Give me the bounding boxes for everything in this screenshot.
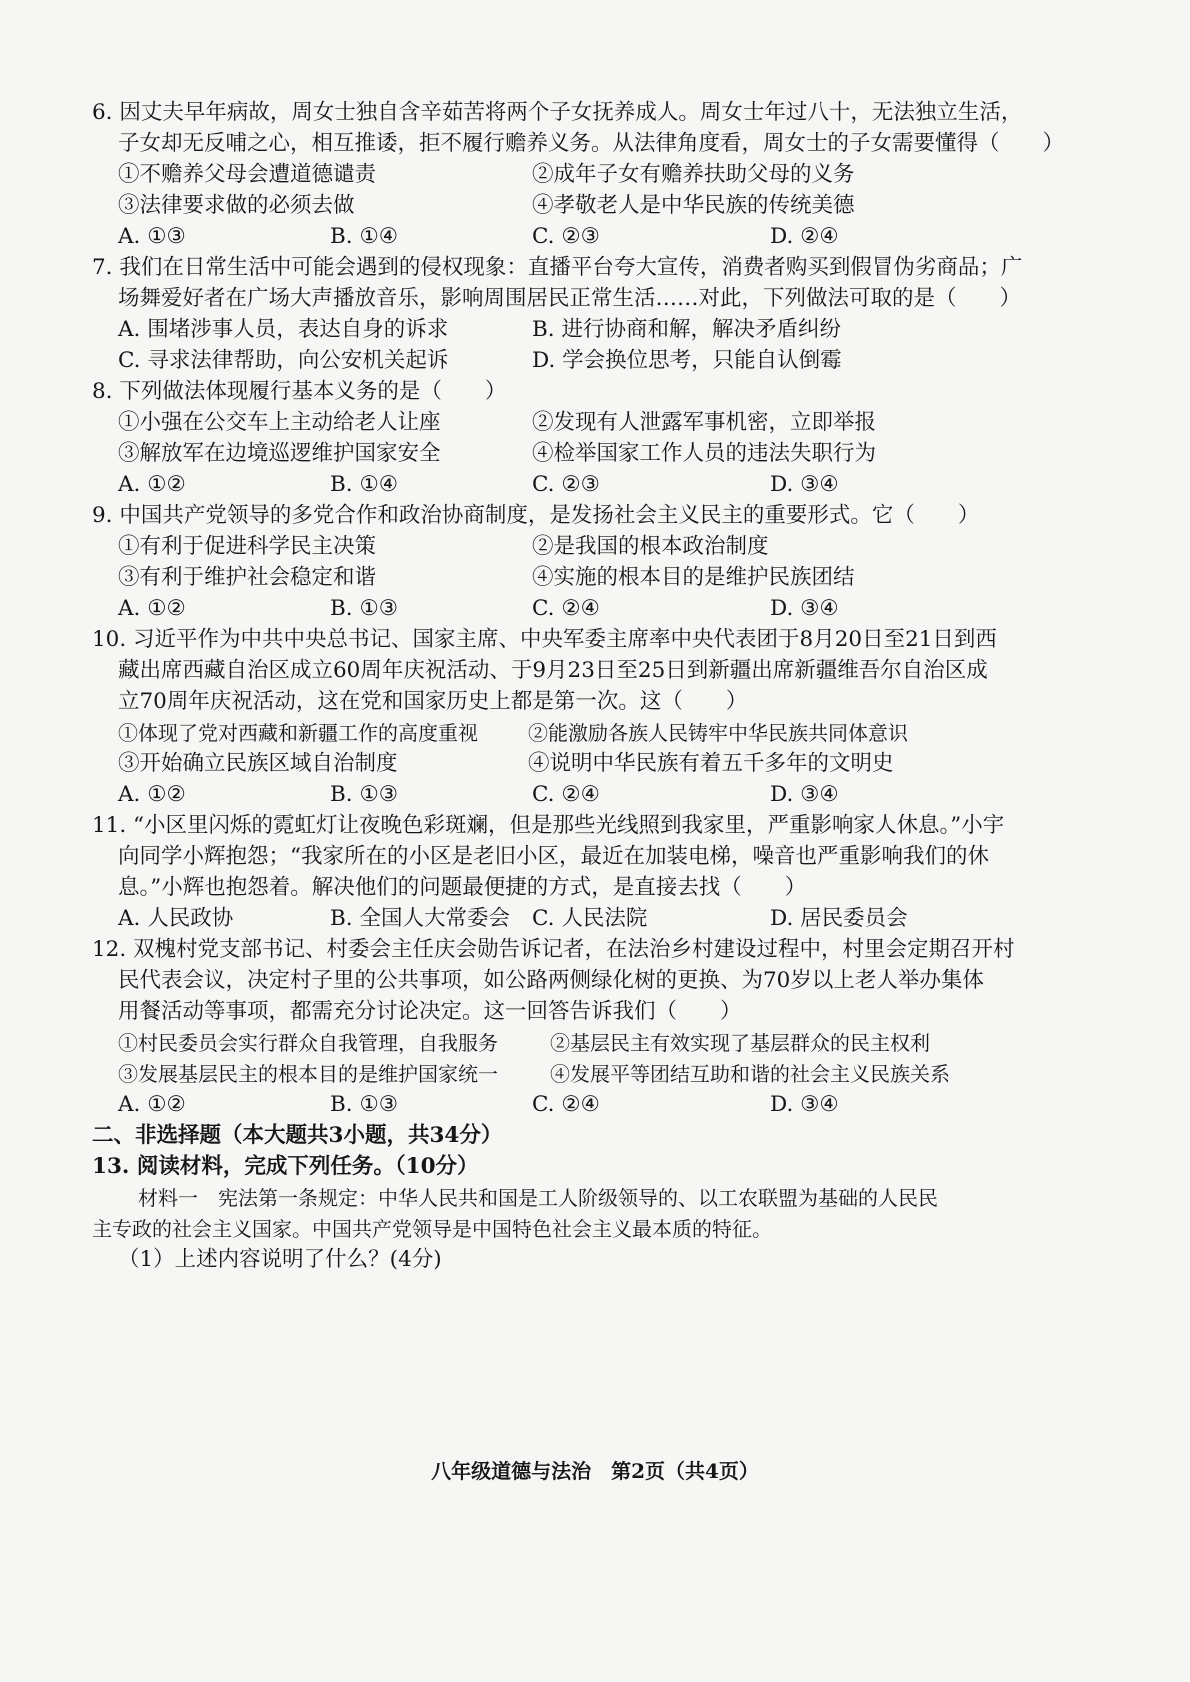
q12-option-b: B. ①③ (330, 1092, 399, 1117)
page-footer: 八年级道德与法治 第2页（共4页） (431, 1459, 759, 1483)
q8-option-a: A. ①② (118, 472, 186, 497)
q11-option-c: C. 人民法院 (532, 906, 648, 931)
q12-statement-4: ④发展平等团结互助和谐的社会主义民族关系 (550, 1062, 950, 1086)
q10-statement-2: ②能激励各族人民铸牢中华民族共同体意识 (528, 721, 908, 745)
q12-stem-line2: 民代表会议，决定村子里的公共事项，如公路两侧绿化树的更换、为70岁以上老人举办集体 (118, 968, 984, 993)
q13-subquestion-1: （1）上述内容说明了什么？(4分) (118, 1247, 442, 1272)
q13-material1-line1: 材料一 宪法第一条规定：中华人民共和国是工人阶级领导的、以工农联盟为基础的人民民 (138, 1186, 938, 1210)
q11-option-a: A. 人民政协 (118, 906, 234, 931)
q10-option-a: A. ①② (118, 782, 186, 807)
q6-statement-3: ③法律要求做的必须去做 (118, 193, 355, 218)
q12-option-c: C. ②④ (532, 1092, 600, 1117)
q7-option-a: A. 围堵涉事人员，表达自身的诉求 (118, 317, 449, 342)
q8-option-c: C. ②③ (532, 472, 600, 497)
q11-option-d: D. 居民委员会 (770, 906, 908, 931)
q7-option-b: B. 进行协商和解，解决矛盾纠纷 (532, 317, 841, 342)
q11-stem-line1: 11. “小区里闪烁的霓虹灯让夜晚色彩斑斓，但是那些光线照到我家里，严重影响家人休息。”小宇 (92, 813, 1005, 838)
q9-statement-2: ②是我国的根本政治制度 (532, 534, 769, 559)
q8-option-b: B. ①④ (330, 472, 399, 497)
q12-option-a: A. ①② (118, 1092, 186, 1117)
q10-statement-1: ①体现了党对西藏和新疆工作的高度重视 (118, 721, 478, 745)
q9-option-a: A. ①② (118, 596, 186, 621)
q7-option-c: C. 寻求法律帮助，向公安机关起诉 (118, 348, 449, 373)
q8-statement-3: ③解放军在边境巡逻维护国家安全 (118, 441, 441, 466)
q7-option-d: D. 学会换位思考，只能自认倒霉 (532, 348, 842, 373)
q10-stem-line2: 藏出席西藏自治区成立60周年庆祝活动、于9月23日至25日到新疆出席新疆维吾尔自治区成 (118, 658, 988, 683)
q8-statement-4: ④检举国家工作人员的违法失职行为 (532, 441, 877, 466)
q10-option-c: C. ②④ (532, 782, 600, 807)
q9-statement-1: ①有利于促进科学民主决策 (118, 534, 377, 559)
q10-statement-3: ③开始确立民族区域自治制度 (118, 751, 398, 776)
section-heading: 二、非选择题（本大题共3小题，共34分） (92, 1123, 503, 1148)
q10-statement-4: ④说明中华民族有着五千多年的文明史 (528, 751, 894, 776)
q6-option-d: D. ②④ (770, 224, 839, 249)
q8-stem-line1: 8. 下列做法体现履行基本义务的是（ ） (92, 379, 507, 404)
q6-statement-2: ②成年子女有赡养扶助父母的义务 (532, 162, 855, 187)
q6-option-c: C. ②③ (532, 224, 600, 249)
q11-stem-line2: 向同学小辉抱怨；“我家所在的小区是老旧小区，最近在加装电梯，噪音也严重影响我们的休 (118, 844, 989, 869)
q10-stem-line1: 10. 习近平作为中共中央总书记、国家主席、中央军委主席率中央代表团于8月20日至21日到西 (92, 627, 997, 652)
q9-statement-3: ③有利于维护社会稳定和谐 (118, 565, 377, 590)
q12-statement-2: ②基层民主有效实现了基层群众的民主权利 (550, 1031, 930, 1055)
q10-stem-line3: 立70周年庆祝活动，这在党和国家历史上都是第一次。这（ ） (118, 689, 748, 714)
q13-material1-line2: 主专政的社会主义国家。中国共产党领导是中国特色社会主义最本质的特征。 (92, 1217, 772, 1241)
q12-stem-line3: 用餐活动等事项，都需充分讨论决定。这一回答告诉我们（ ） (118, 999, 742, 1024)
q11-option-b: B. 全国人大常委会 (330, 906, 510, 931)
q10-option-d: D. ③④ (770, 782, 839, 807)
q9-option-d: D. ③④ (770, 596, 839, 621)
q12-stem-line1: 12. 双槐村党支部书记、村委会主任庆会勋告诉记者，在法治乡村建设过程中，村里会定期召开村 (92, 937, 1015, 962)
q9-stem-line1: 9. 中国共产党领导的多党合作和政治协商制度，是发扬社会主义民主的重要形式。它（ ） (92, 503, 980, 528)
q6-statement-1: ①不赡养父母会遭道德谴责 (118, 162, 377, 187)
q12-statement-1: ①村民委员会实行群众自我管理，自我服务 (118, 1031, 498, 1055)
q9-option-b: B. ①③ (330, 596, 399, 621)
q10-option-b: B. ①③ (330, 782, 399, 807)
q7-stem-line2: 场舞爱好者在广场大声播放音乐，影响周围居民正常生活……对此，下列做法可取的是（ ） (118, 286, 1022, 311)
q11-stem-line3: 息。”小辉也抱怨着。解决他们的问题最便捷的方式，是直接去找（ ） (118, 875, 807, 900)
q6-stem-line1: 6. 因丈夫早年病故，周女士独自含辛茹苦将两个子女抚养成人。周女士年过八十，无法独立生活， (92, 100, 1023, 125)
q12-option-d: D. ③④ (770, 1092, 839, 1117)
q13-title: 13. 阅读材料，完成下列任务。（10分） (92, 1154, 479, 1179)
q9-statement-4: ④实施的根本目的是维护民族团结 (532, 565, 855, 590)
q6-stem-line2: 子女却无反哺之心，相互推诿，拒不履行赡养义务。从法律角度看，周女士的子女需要懂得（ ） (118, 131, 1065, 156)
q9-option-c: C. ②④ (532, 596, 600, 621)
q6-statement-4: ④孝敬老人是中华民族的传统美德 (532, 193, 855, 218)
q12-statement-3: ③发展基层民主的根本目的是维护国家统一 (118, 1062, 498, 1086)
q8-option-d: D. ③④ (770, 472, 839, 497)
q8-statement-2: ②发现有人泄露军事机密，立即举报 (532, 410, 877, 435)
q6-option-b: B. ①④ (330, 224, 399, 249)
q8-statement-1: ①小强在公交车上主动给老人让座 (118, 410, 441, 435)
q7-stem-line1: 7. 我们在日常生活中可能会遇到的侵权现象：直播平台夸大宣传，消费者购买到假冒伪劣商品；广 (92, 255, 1023, 280)
q6-option-a: A. ①③ (118, 224, 186, 249)
